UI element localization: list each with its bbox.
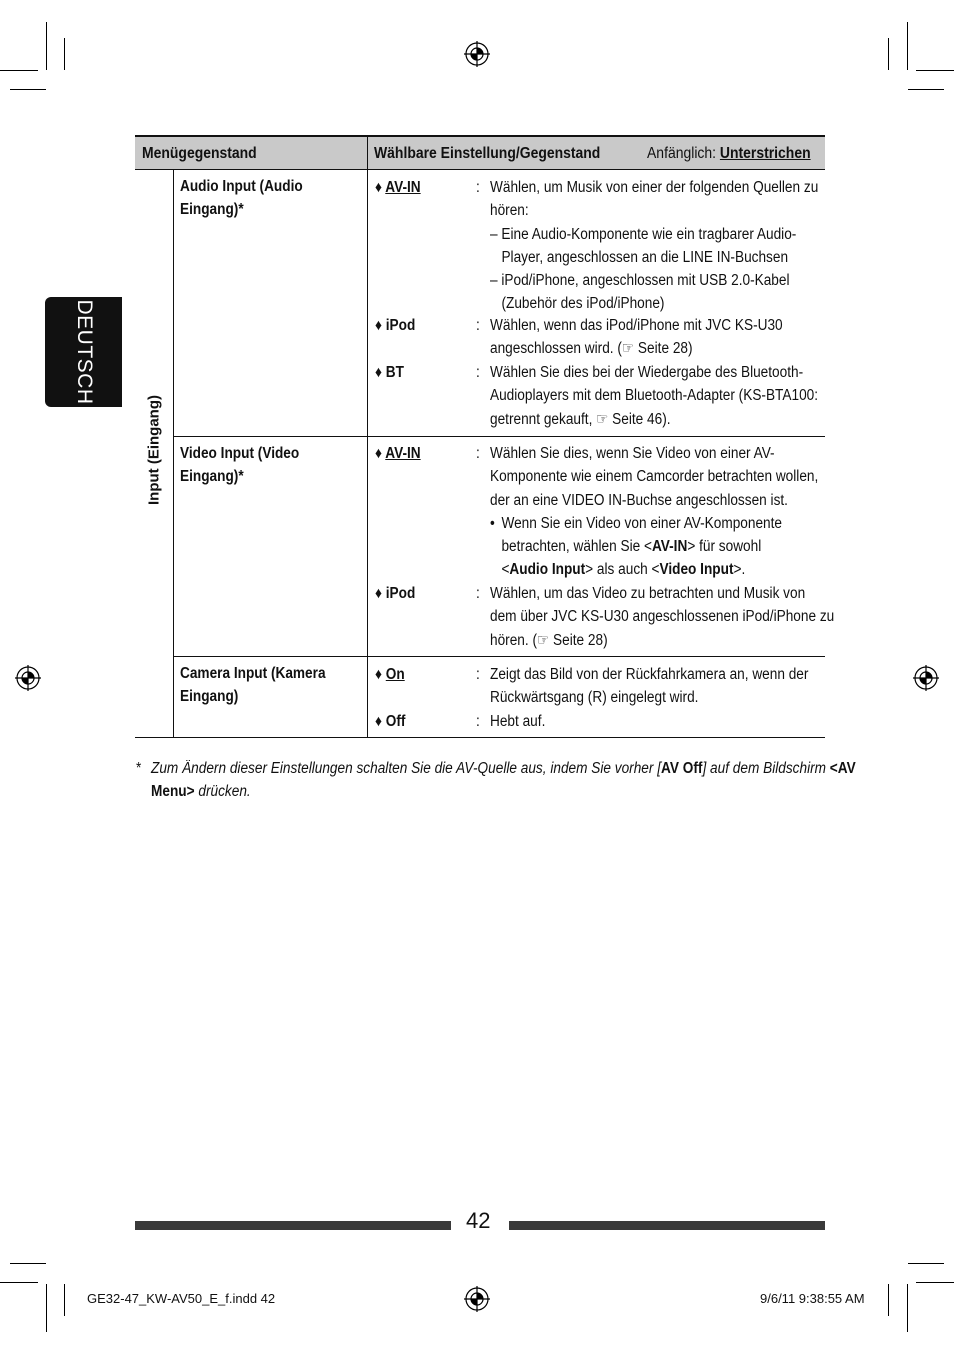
bold-term: Audio Input	[509, 561, 586, 579]
option-bullet: ♦	[375, 713, 382, 730]
description-line: Audioplayers mit dem Bluetooth-Adapter (KS-BTA100:	[490, 387, 819, 405]
option-description	[490, 361, 818, 431]
option-name: iPod	[385, 585, 416, 602]
option-name: iPod	[385, 317, 416, 334]
audio-input-item	[180, 175, 303, 222]
footnote-line	[151, 757, 856, 780]
crop-mark	[10, 1263, 46, 1264]
option-av-in	[375, 176, 421, 199]
crop-mark	[908, 1263, 944, 1264]
crop-mark	[10, 89, 46, 90]
row-divider	[173, 656, 825, 657]
option-name: Off	[385, 713, 406, 730]
item-label: Eingang)*	[180, 468, 244, 486]
option-bullet: ♦	[375, 585, 382, 602]
language-label: DEUTSCH	[72, 299, 96, 405]
item-label: Video Input (Video	[180, 445, 300, 462]
description-text: betrachten, wählen Sie <	[501, 538, 652, 556]
option-description	[490, 582, 834, 652]
description-line	[490, 535, 818, 558]
page-bar-right	[509, 1221, 825, 1230]
option-bullet: ♦	[375, 445, 382, 462]
crop-mark	[0, 70, 38, 71]
colon: :	[476, 713, 480, 730]
footnote-bold: Menu>	[151, 783, 195, 801]
crop-mark	[46, 1284, 47, 1332]
option-description	[490, 314, 783, 361]
description-line: – iPod/iPhone, angeschlossen mit USB 2.0-Kabel	[490, 272, 790, 290]
header-initial-value: Unterstrichen	[719, 145, 811, 162]
item-label: Eingang)	[180, 688, 239, 706]
description-text: > als auch <	[585, 561, 660, 579]
description-line	[490, 512, 818, 535]
table-bottom-border	[135, 737, 825, 738]
crop-mark	[888, 1284, 889, 1316]
description-line: – Eine Audio-Komponente wie ein tragbarer Audio-	[490, 225, 797, 243]
crop-mark	[908, 89, 944, 90]
group-label: Input (Eingang)	[145, 395, 163, 505]
option-ipod	[375, 314, 415, 337]
option-name: AV-IN	[385, 445, 421, 462]
description-line: Rückwärtsgang (R) eingelegt wird.	[490, 689, 699, 707]
description-line: angeschlossen wird. (☞ Seite 28)	[490, 340, 693, 358]
footnote-bold: AV Off	[661, 760, 703, 777]
footnote-marker: *	[136, 760, 142, 777]
description-text: >.	[733, 561, 746, 579]
description-line: Hebt auf.	[490, 713, 546, 730]
description-line: Wählen, um das Video zu betrachten und Musik von	[490, 585, 806, 602]
page-number: 42	[466, 1208, 491, 1233]
option-on	[375, 663, 405, 686]
option-bt	[375, 361, 404, 384]
registration-mark-icon	[464, 1286, 490, 1312]
print-filename: GE32-47_KW-AV50_E_f.indd 42	[87, 1291, 276, 1306]
footnote-line	[151, 780, 856, 803]
crop-mark	[916, 70, 954, 71]
description-line: Wählen Sie dies, wenn Sie Video von einer AV-	[490, 445, 775, 462]
description-line: getrennt gekauft, ☞ Seite 46).	[490, 410, 671, 428]
description-line: (Zubehör des iPod/iPhone)	[501, 295, 665, 313]
option-bullet: ♦	[375, 317, 382, 334]
crop-mark	[64, 1284, 65, 1316]
print-timestamp: 9/6/11 9:38:55 AM	[760, 1291, 865, 1306]
crop-mark	[907, 1284, 908, 1332]
footnote-text: drücken.	[194, 783, 251, 801]
description-line: Wählen, wenn das iPod/iPhone mit JVC KS-U30	[490, 317, 783, 334]
page-bar-left	[135, 1221, 451, 1230]
description-line: Wählen, um Musik von einer der folgenden Quellen zu	[490, 179, 819, 196]
language-side-tab	[45, 297, 122, 407]
option-description	[490, 442, 818, 582]
description-line: Komponente wie einem Camcorder betrachten wollen,	[490, 468, 819, 486]
colon: :	[476, 585, 480, 602]
description-line: der an eine VIDEO IN-Buchse angeschlossen ist.	[490, 491, 788, 509]
crop-mark	[916, 1282, 954, 1283]
footnote-bold: <AV	[829, 760, 856, 777]
bullet-point: •	[490, 514, 495, 532]
option-bullet: ♦	[375, 666, 382, 683]
header-initial-label: Anfänglich:	[647, 145, 720, 162]
table-divider	[173, 170, 174, 737]
registration-mark-icon	[913, 665, 939, 691]
camera-input-item	[180, 662, 326, 709]
table-header	[135, 135, 825, 170]
description-text: > für sowohl	[687, 538, 762, 556]
crop-mark	[907, 22, 908, 70]
description-text: <	[501, 561, 510, 579]
option-ipod	[375, 582, 415, 605]
footnote	[151, 757, 856, 804]
crop-mark	[888, 38, 889, 70]
option-av-in	[375, 442, 421, 465]
registration-mark-icon	[15, 665, 41, 691]
colon: :	[476, 666, 480, 683]
header-divider	[367, 136, 368, 170]
option-description	[490, 710, 545, 733]
header-initial	[647, 145, 811, 163]
description-line	[490, 558, 818, 581]
option-name: On	[385, 666, 405, 683]
video-input-item	[180, 442, 299, 489]
header-settings: Wählbare Einstellung/Gegenstand	[374, 145, 601, 162]
description-line: hören. (☞ Seite 28)	[490, 631, 608, 649]
description-text: Wenn Sie ein Video von einer AV-Komponente	[501, 514, 783, 532]
option-bullet: ♦	[375, 179, 382, 196]
description-line: Zeigt das Bild von der Rückfahrkamera an, wenn der	[490, 666, 809, 683]
option-name: BT	[385, 364, 404, 381]
colon: :	[476, 179, 480, 196]
footnote-text: ] auf dem Bildschirm	[702, 760, 830, 777]
bold-term: Video Input	[659, 561, 734, 579]
option-description	[490, 176, 818, 316]
option-off	[375, 710, 405, 733]
row-divider	[173, 436, 825, 437]
registration-mark-icon	[464, 41, 490, 67]
description-line: hören:	[490, 202, 529, 220]
footnote-text: Zum Ändern dieser Einstellungen schalten Sie die AV-Quelle aus, indem Sie vorher [	[151, 760, 662, 777]
crop-mark	[0, 1282, 38, 1283]
description-line: Wählen Sie dies bei der Wiedergabe des Bluetooth-	[490, 364, 804, 381]
table-divider	[367, 170, 368, 737]
crop-mark	[46, 22, 47, 70]
option-name: AV-IN	[385, 179, 421, 196]
option-bullet: ♦	[375, 364, 382, 381]
item-label: Audio Input (Audio	[180, 178, 303, 195]
bold-term: AV-IN	[651, 538, 688, 556]
description-line: dem über JVC KS-U30 angeschlossenen iPod/iPhone zu	[490, 608, 835, 626]
colon: :	[476, 445, 480, 462]
colon: :	[476, 317, 480, 334]
description-line: Player, angeschlossen an die LINE IN-Buchsen	[501, 248, 789, 266]
header-menu-item: Menügegenstand	[142, 145, 257, 162]
option-description	[490, 663, 808, 710]
crop-mark	[64, 38, 65, 70]
item-label: Eingang)*	[180, 201, 244, 219]
colon: :	[476, 364, 480, 381]
item-label: Camera Input (Kamera	[180, 665, 326, 682]
